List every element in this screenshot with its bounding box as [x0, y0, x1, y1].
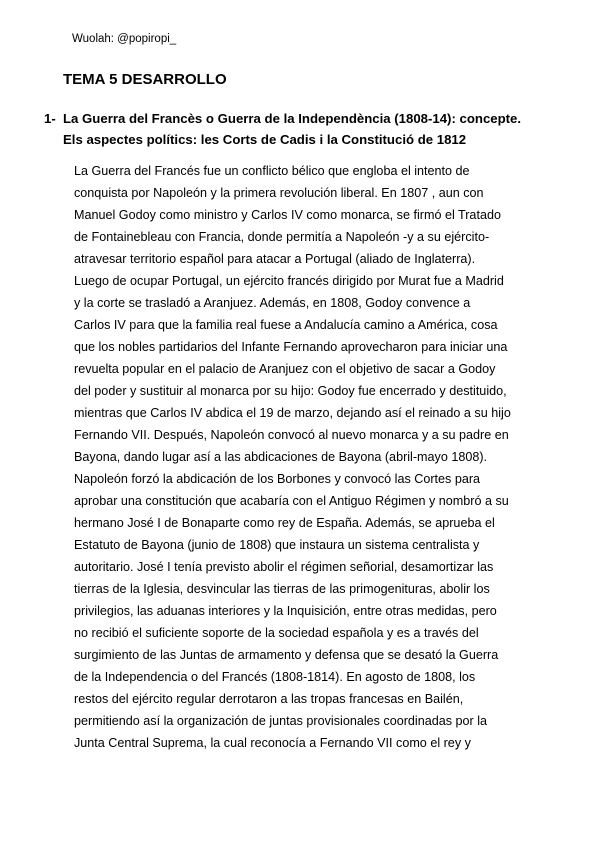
body-text-line: atravesar territorio español para atacar a Portugal (aliado de Inglaterra). — [74, 252, 476, 266]
body-text-line: tierras de la Iglesia, desvincular las tierras de las primogenituras, abolir los — [74, 582, 490, 596]
body-text-line: y la corte se trasladó a Aranjuez. Además, en 1808, Godoy convence a — [74, 296, 471, 310]
body-text-line: Napoleón forzó la abdicación de los Borbones y convocó las Cortes para — [74, 472, 481, 486]
body-text-line: Luego de ocupar Portugal, un ejército francés dirigido por Murat fue a Madrid — [74, 274, 504, 288]
body-text-line: privilegios, las aduanas interiores y la Inquisición, entre otras medidas, pero — [74, 604, 497, 618]
body-text-line: Estatuto de Bayona (junio de 1808) que instaura un sistema centralista y — [74, 538, 480, 552]
section-number: 1- — [44, 111, 56, 126]
body-text-line: Junta Central Suprema, la cual reconocía a Fernando VII como el rey y — [74, 736, 471, 750]
watermark-text: Wuolah: @popiropi_ — [72, 33, 177, 45]
body-text-line: hermano José I de Bonaparte como rey de España. Además, se aprueba el — [74, 516, 495, 530]
body-text-line: no recibió el suficiente soporte de la sociedad española y es a través del — [74, 626, 479, 640]
body-text-line: permitiendo así la organización de juntas provisionales coordinadas por la — [74, 714, 488, 728]
body-text-line: de Fontainebleau con Francia, donde permitía a Napoleón -y a su ejército- — [74, 230, 490, 244]
section-heading-line: La Guerra del Francès o Guerra de la Independència (1808-14): concepte. — [63, 111, 522, 126]
body-text-line: de la Independencia o del Francés (1808-1814). En agosto de 1808, los — [74, 670, 476, 684]
section-heading-line: Els aspectes polítics: les Corts de Cadis i la Constitució de 1812 — [63, 132, 467, 147]
body-text-line: que los nobles partidarios del Infante Fernando aprovecharon para iniciar una — [74, 340, 508, 354]
body-text-line: revuelta popular en el palacio de Aranjuez con el objetivo de sacar a Godoy — [74, 362, 496, 376]
body-text-line: Carlos IV para que la familia real fuese a Andalucía camino a América, cosa — [74, 318, 498, 332]
body-text-line: Fernando VII. Después, Napoleón convocó al nuevo monarca y a su padre en — [74, 428, 509, 442]
body-text-line: conquista por Napoleón y la primera revolución liberal. En 1807 , aun con — [74, 186, 484, 200]
body-text-line: Manuel Godoy como ministro y Carlos IV como monarca, se firmó el Tratado — [74, 208, 501, 222]
body-text-line: mientras que Carlos IV abdica el 19 de marzo, dejando así el reinado a su hijo — [74, 406, 511, 420]
body-text-line: restos del ejército regular derrotaron a las tropas francesas en Bailén, — [74, 692, 464, 706]
document-title: TEMA 5 DESARROLLO — [63, 71, 227, 88]
body-text-line: del poder y sustituir al monarca por su hijo: Godoy fue encerrado y destituido, — [74, 384, 507, 398]
body-text-line: surgimiento de las Juntas de armamento y defensa que se desató la Guerra — [74, 648, 499, 662]
body-text-line: autoritario. José I tenía previsto abolir el régimen señorial, desamortizar las — [74, 560, 494, 574]
body-text-line: Bayona, dando lugar así a las abdicaciones de Bayona (abril-mayo 1808). — [74, 450, 488, 464]
body-text-line: aprobar una constitución que acabaría con el Antiguo Régimen y nombró a su — [74, 494, 509, 508]
body-text-line: La Guerra del Francés fue un conflicto bélico que engloba el intento de — [74, 164, 470, 178]
